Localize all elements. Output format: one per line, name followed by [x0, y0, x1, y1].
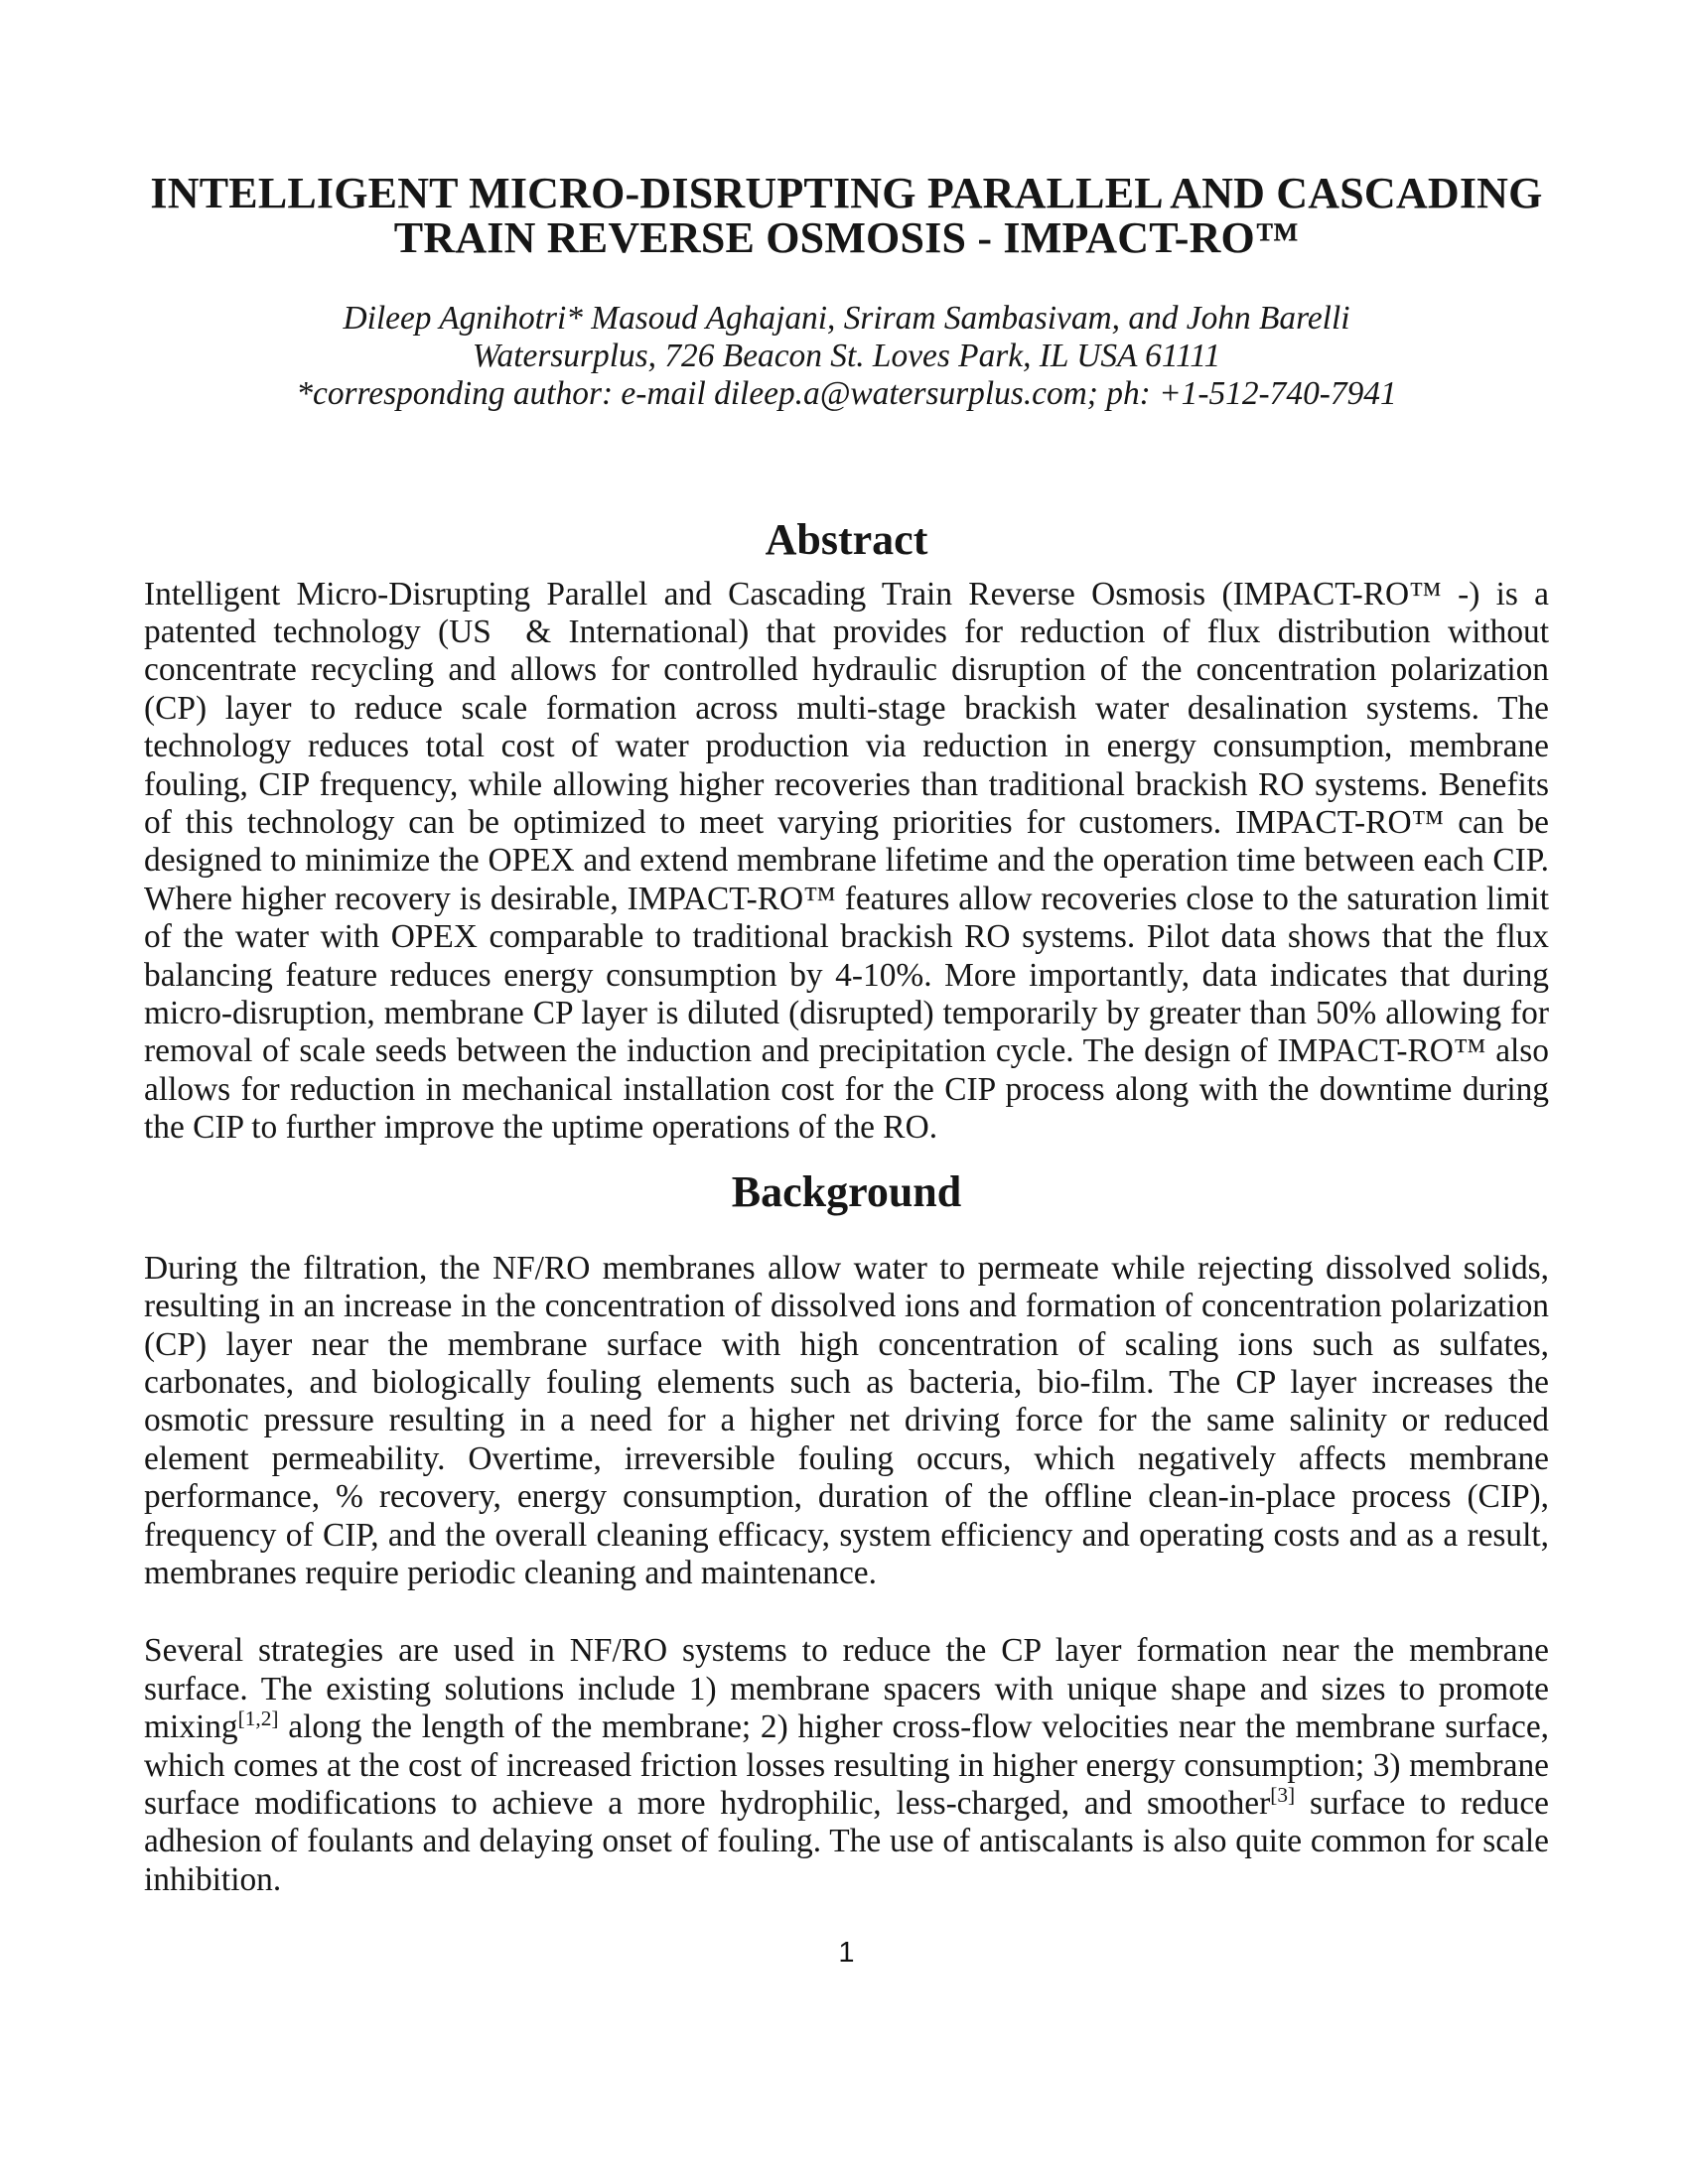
paper-title-line-2: TRAIN REVERSE OSMOSIS - IMPACT-RO™ [393, 213, 1300, 262]
paper-title-line-1: INTELLIGENT MICRO-DISRUPTING PARALLEL AND CASCADING [150, 169, 1543, 217]
page-footer [144, 1937, 1549, 1970]
background-heading: Background [731, 1166, 962, 1216]
background-paragraph-2 [144, 1632, 1549, 1899]
paper-title [144, 171, 1549, 260]
background-p2-text-1: Several strategies are used in NF/RO systems to reduce the CP layer formation near the membrane surface. The existing solutions include 1) membrane spacers with unique shape and sizes to promote mixing [144, 1632, 1549, 1746]
background-p2-text-2: along the length of the membrane; 2) higher cross-flow velocities near the membrane surface, which comes at the cost of increased friction losses resulting in higher energy consumption; 3) membrane surface modifications to achieve a more hydrophilic, less-charged, and smoother [144, 1708, 1549, 1822]
title-block [144, 171, 1549, 414]
author-block [144, 300, 1549, 414]
background-p2-text-3: surface to reduce adhesion of foulants and delaying onset of fouling. The use of antiscalants is also quite common for scale inhibition. [144, 1784, 1549, 1898]
citation-ref-1-2: [1,2] [237, 1706, 279, 1731]
corresponding-author-line: *corresponding author: e-mail dileep.a@watersurplus.com; ph: +1-512-740-7941 [296, 375, 1397, 413]
affiliation-line: Watersurplus, 726 Beacon St. Loves Park, IL USA 61111 [472, 338, 1221, 375]
page-number: 1 [838, 1937, 855, 1970]
citation-ref-3: [3] [1270, 1782, 1296, 1807]
background-paragraph-1: During the filtration, the NF/RO membranes allow water to permeate while rejecting dissolved solids, resulting in an increase in the concentration of dissolved ions and formation of concentration polarization (CP) layer near the membrane surface with high concentration of scaling ions such as sulfates, carbonates, and biologically fouling elements such as bacteria, bio-film. The CP layer increases the osmotic pressure resulting in a need for a higher net driving force for the same salinity or reduced element permeability. Overtime, irreversible fouling occurs, which negatively affects membrane performance, % recovery, energy consumption, duration of the offline clean-in-place process (CIP), frequency of CIP, and the overall cleaning efficacy, system efficiency and operating costs and as a result, membranes require periodic cleaning and maintenance. [144, 1249, 1549, 1591]
abstract-section [144, 514, 1549, 1148]
background-section [144, 1166, 1549, 1900]
abstract-heading: Abstract [765, 514, 928, 564]
authors-line: Dileep Agnihotri* Masoud Aghajani, Sriram Sambasivam, and John Barelli [343, 300, 1350, 337]
abstract-paragraph: Intelligent Micro-Disrupting Parallel and Cascading Train Reverse Osmosis (IMPACT-RO™ -) is a patented technology (US & International) that provides for reduction of flux distribution without concentrate recycling and allows for controlled hydraulic disruption of the concentration polarization (CP) layer to reduce scale formation across multi-stage brackish water desalination systems. The technology reduces total cost of water production via reduction in energy consumption, membrane fouling, CIP frequency, while allowing higher recoveries than traditional brackish RO systems. Benefits of this technology can be optimized to meet varying priorities for customers. IMPACT-RO™ can be designed to minimize the OPEX and extend membrane lifetime and the operation time between each CIP. Where higher recovery is desirable, IMPACT-RO™ features allow recoveries close to the saturation limit of the water with OPEX comparable to traditional brackish RO systems. Pilot data shows that the flux balancing feature reduces energy consumption by 4-10%. More importantly, data indicates that during micro-disruption, membrane CP layer is diluted (disrupted) temporarily by greater than 50% allowing for removal of scale seeds between the induction and precipitation cycle. The design of IMPACT-RO™ also allows for reduction in mechanical installation cost for the CIP process along with the downtime during the CIP to further improve the uptime operations of the RO. [144, 575, 1549, 1147]
